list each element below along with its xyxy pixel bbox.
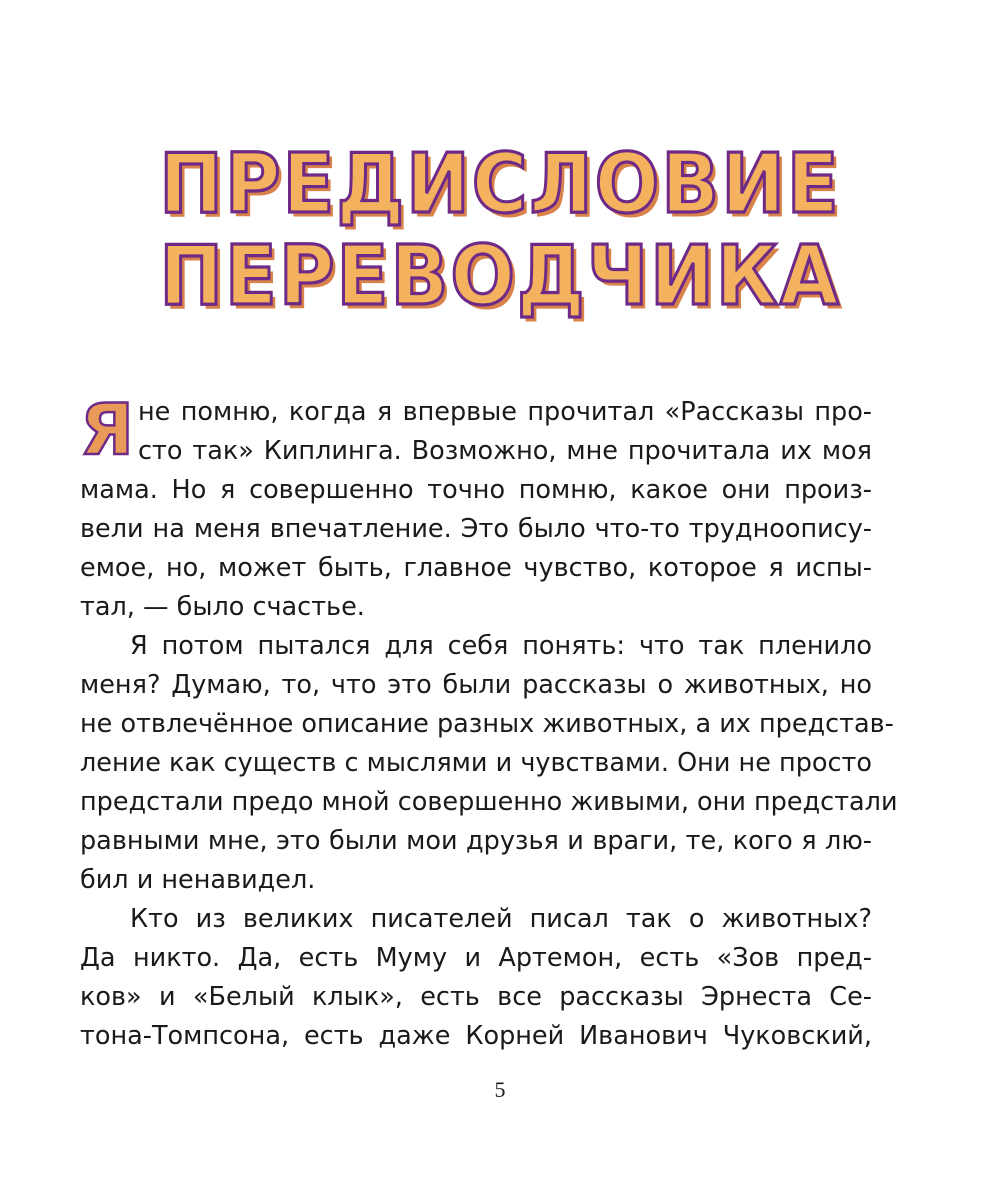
drop-cap: Я (80, 389, 134, 471)
chapter-title-line-2: ПЕРЕВОДЧИКА (159, 227, 841, 324)
text-line: емое, но, может быть, главное чувство, которое я испы- (80, 553, 872, 583)
text-line: тона-Томпсона, есть даже Корней Иванович Чуковский, (80, 1021, 872, 1051)
text-line: меня? Думаю, то, что это были рассказы о животных, но (80, 670, 872, 700)
paragraph-1 (80, 389, 872, 627)
body-text (80, 389, 898, 1056)
chapter-title-line-1: ПРЕДИСЛОВИЕ (159, 135, 841, 232)
text-line: бил и ненавидел. (80, 865, 316, 895)
chapter-title (0, 135, 1000, 324)
text-line: мама. Но я совершенно точно помню, какое они произ- (80, 475, 872, 505)
text-line: тал, — было счастье. (80, 592, 365, 622)
paragraph-2 (80, 627, 898, 900)
text-line: не отвлечённое описание разных животных, а их представ- (80, 709, 894, 739)
text-line: Я потом пытался для себя понять: что так пленило (130, 631, 872, 661)
page-number: 5 (494, 1077, 506, 1102)
text-line: ков» и «Белый клык», есть все рассказы Эрнеста Се- (80, 982, 872, 1012)
text-line: ление как существ с мыслями и чувствами. Они не просто (80, 748, 872, 778)
text-line: Да никто. Да, есть Муму и Артемон, есть «Зов пред- (80, 943, 872, 973)
text-line: предстали предо мной совершенно живыми, они предстали (80, 787, 898, 817)
text-line: равными мне, это были мои друзья и враги, те, кого я лю- (80, 826, 872, 856)
text-line: не помню, когда я впервые прочитал «Рассказы про- (138, 397, 872, 427)
paragraph-3 (80, 900, 872, 1056)
text-line: Кто из великих писателей писал так о животных? (130, 904, 872, 934)
text-line: сто так» Киплинга. Возможно, мне прочитала их моя (138, 436, 872, 466)
text-line: вели на меня впечатление. Это было что-то трудноопису- (80, 514, 872, 544)
